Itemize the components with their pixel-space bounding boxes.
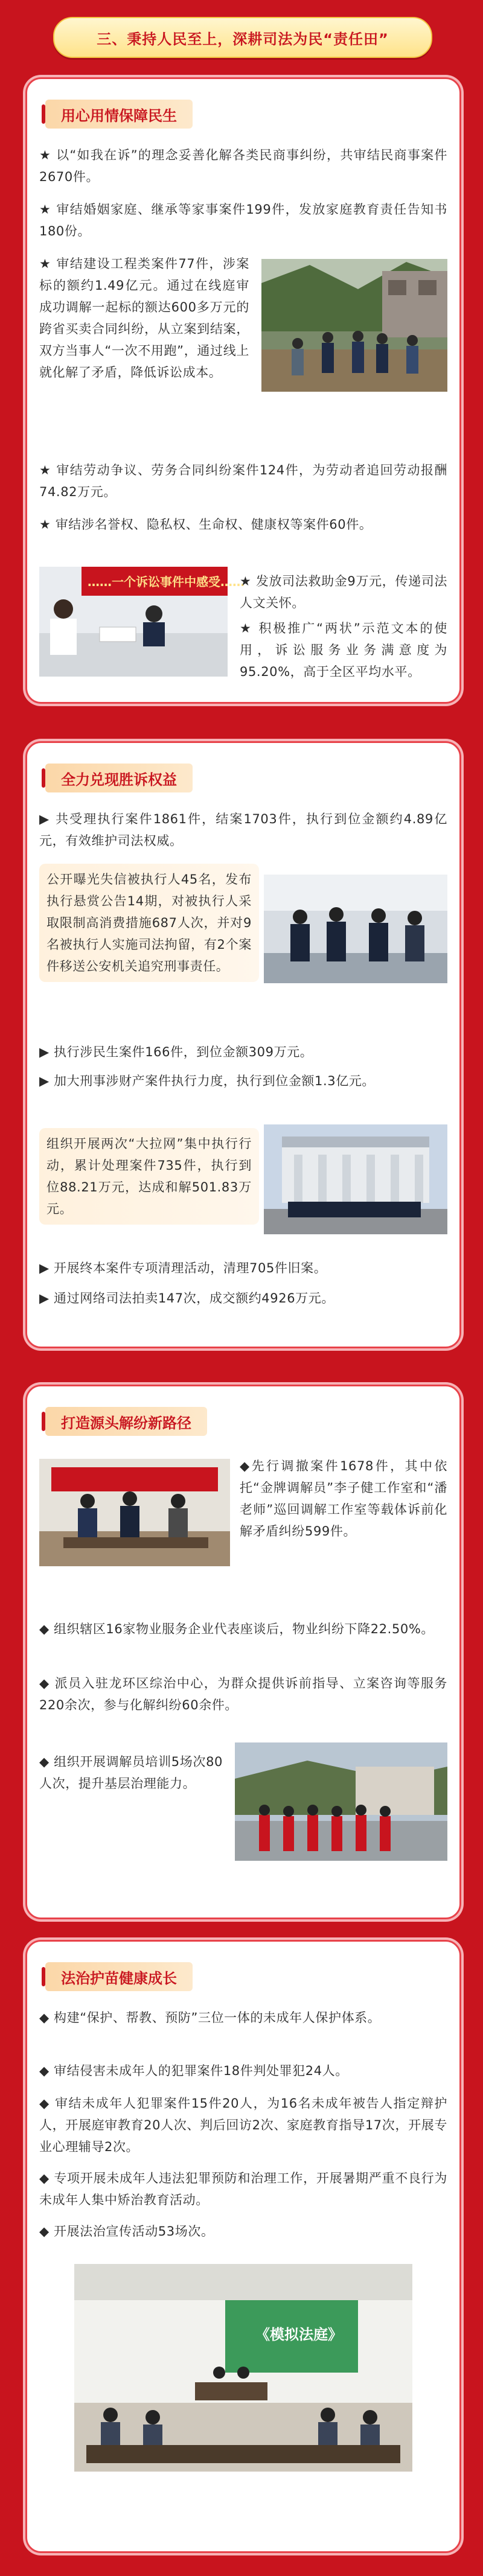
paragraph: ▶ 加大刑事涉财产案件执行力度，执行到位金额1.3亿元。 bbox=[39, 1074, 376, 1088]
card-enforcement bbox=[25, 741, 461, 1348]
card-minors-protection bbox=[25, 1940, 461, 2553]
card-dispute-resolution bbox=[25, 1385, 461, 1919]
section-banner bbox=[53, 17, 432, 58]
paragraph: ★ 审结涉名誉权、隐私权、生命权、健康权等案件60件。 bbox=[39, 517, 373, 532]
paragraph: ★ 审结劳动争议、劳务合同纠纷案件124件，为劳动者追回劳动报酬74.82万元。 bbox=[39, 463, 447, 499]
card-livelihood bbox=[25, 77, 461, 704]
highlight-paragraph: 组织开展两次“大拉网”集中执行行动，累计处理案件735件，执行到位88.21万元，达成和解501.83万元。 bbox=[39, 1128, 259, 1225]
paragraph: ★ 以“如我在诉”的理念妥善化解各类民商事纠纷，共审结民商事案件2670件。 bbox=[39, 148, 447, 184]
paragraph: ◆ 开展法治宣传活动53场次。 bbox=[39, 2224, 214, 2239]
card-title: 用心用情保障民生 bbox=[45, 100, 193, 129]
service-counter-photo bbox=[39, 567, 245, 677]
paragraph: ★ 审结婚姻家庭、继承等家事案件199件，发放家庭教育责任告知书180份。 bbox=[39, 202, 447, 238]
paragraph: ◆ 组织辖区16家物业服务企业代表座谈后，物业纠纷下降22.50%。 bbox=[39, 1622, 435, 1636]
card-title: 全力兑现胜诉权益 bbox=[45, 764, 193, 792]
paragraph: ▶ 通过网络司法拍卖147次，成交额约4926万元。 bbox=[39, 1291, 334, 1306]
mock-court-photo bbox=[74, 2264, 412, 2472]
photo-banner-text: ……一个诉讼事件中感受…… bbox=[88, 575, 245, 589]
photo-screen-text: 《模拟法庭》 bbox=[255, 2326, 342, 2343]
highlight-paragraph: 公开曝光失信被执行人45名，发布执行悬赏公告14期，对被执行人采取限制高消费措施687人次，并对9名被执行人实施司法拘留，有2个案件移送公安机关追究刑事责任。 bbox=[39, 864, 259, 982]
paragraph: ▶ 执行涉民生案件166件，到位金额309万元。 bbox=[39, 1045, 313, 1059]
card-title: 打造源头解纷新路径 bbox=[45, 1407, 207, 1436]
paragraph: ◆ 专项开展未成年人违法犯罪预防和治理工作，开展暑期严重不良行为未成年人集中矫治教育活动。 bbox=[39, 2171, 447, 2207]
paragraph: ★ 发放司法救助金9万元，传递司法人文关怀。 bbox=[240, 574, 447, 610]
paragraph: ◆ 组织开展调解员培训5场次80人次，提升基层治理能力。 bbox=[39, 1755, 223, 1791]
paragraph: ◆ 构建“保护、帮教、预防”三位一体的未成年人保护体系。 bbox=[39, 2010, 381, 2025]
construction-site-photo bbox=[261, 259, 447, 392]
paragraph: ▶ 共受理执行案件1861件，结案1703件，执行到位金额约4.89亿元，有效维护司法权威。 bbox=[39, 812, 447, 848]
section-title: 三、秉持人民至上，深耕司法为民“责任田” bbox=[97, 30, 389, 48]
card-title: 法治护苗健康成长 bbox=[45, 1962, 193, 1991]
paragraph: ◆先行调撤案件1678件，其中依托“金牌调解员”李子健工作室和“潘老师”巡回调解工作室等载体诉前化解矛盾纠纷599件。 bbox=[240, 1459, 447, 1538]
mediation-room-photo bbox=[39, 1459, 230, 1566]
courthouse-lineup-photo bbox=[264, 1124, 447, 1234]
paragraph: ◆ 派员入驻龙环区综治中心，为群众提供诉前指导、立案咨询等服务220余次，参与化解纠纷60余件。 bbox=[39, 1676, 447, 1712]
enforcement-police-photo bbox=[264, 875, 447, 983]
paragraph: ▶ 开展终本案件专项清理活动，清理705件旧案。 bbox=[39, 1261, 327, 1275]
paragraph: ★ 积极推广“两状”示范文本的使用，诉讼服务业务满意度为95.20%，高于全区平均水平。 bbox=[240, 621, 447, 679]
paragraph: ◆ 审结侵害未成年人的犯罪案件18件判处罪犯24人。 bbox=[39, 2064, 348, 2078]
training-outdoor-photo bbox=[235, 1742, 447, 1861]
paragraph: ★ 审结建设工程类案件77件，涉案标的额约1.49亿元。通过在线庭审成功调解一起标的额达600多万元的跨省买卖合同纠纷，从立案到结案，双方当事人“一次不用跑”，通过线上就化解了矛盾，降低诉讼成本。 bbox=[39, 257, 249, 380]
paragraph: ◆ 审结未成年人犯罪案件15件20人，为16名未成年被告人指定辩护人，开展庭审教育20人次、判后回访2次、家庭教育指导17次，开展专业心理辅导2次。 bbox=[39, 2096, 447, 2154]
